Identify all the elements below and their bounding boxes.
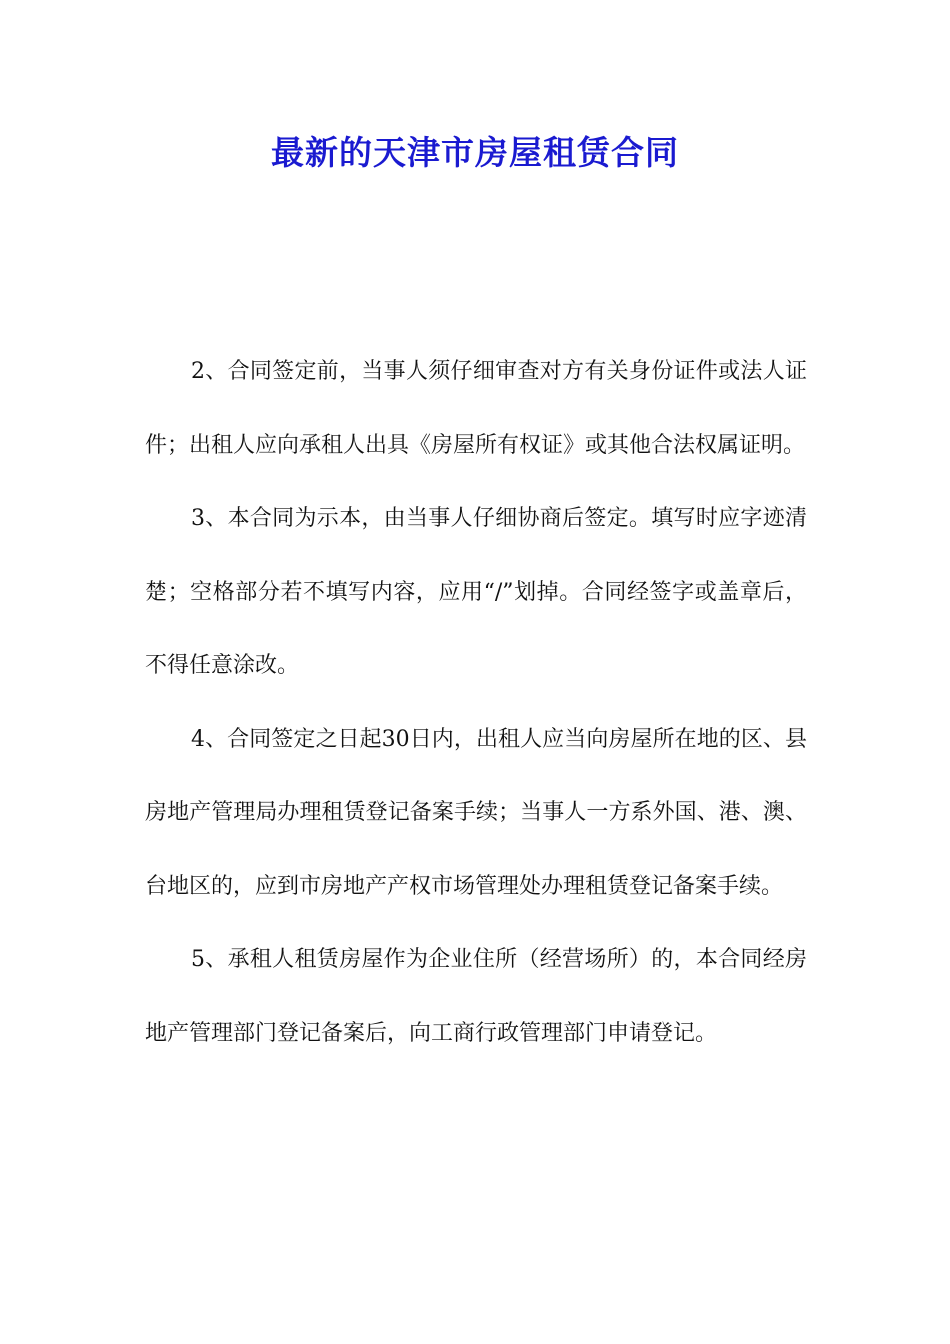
paragraph-2: 2、合同签定前，当事人须仔细审查对方有关身份证件或法人证件；出租人应向承租人出具《房屋所有权证》或其他合法权属证明。 [145, 359, 807, 458]
document-title: 最新的天津市房屋租赁合同 [271, 133, 679, 172]
document-body [145, 335, 807, 1070]
paragraph-5: 5、承租人租赁房屋作为企业住所（经营场所）的，本合同经房地产管理部门登记备案后，向工商行政管理部门申请登记。 [145, 947, 807, 1046]
paragraph-4: 4、合同签定之日起30日内，出租人应当向房屋所在地的区、县房地产管理局办理租赁登记备案手续；当事人一方系外国、港、澳、台地区的，应到市房地产产权市场管理处办理租赁登记备案手续。 [145, 726, 807, 899]
paragraph-3: 3、本合同为示本，由当事人仔细协商后签定。填写时应字迹清楚；空格部分若不填写内容，应用“/”划掉。合同经签字或盖章后，不得任意涂改。 [145, 506, 807, 678]
